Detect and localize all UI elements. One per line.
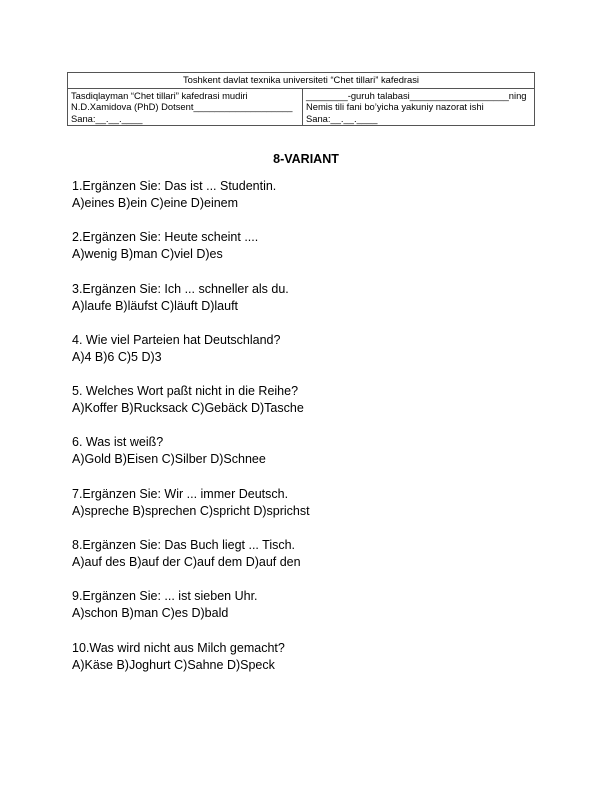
question-options: A)Koffer B)Rucksack C)Gebäck D)Tasche bbox=[72, 401, 304, 416]
question-options: A)auf des B)auf der C)auf dem D)auf den bbox=[72, 555, 301, 570]
variant-title: 8-VARIANT bbox=[273, 152, 339, 166]
question-item bbox=[72, 434, 542, 468]
university-title: Toshkent davlat texnika universiteti “Chet tillari” kafedrasi bbox=[68, 73, 535, 89]
header-title-row bbox=[68, 73, 535, 89]
question-text: 4. Wie viel Parteien hat Deutschland? bbox=[72, 332, 281, 347]
question-item bbox=[72, 640, 542, 674]
question-list bbox=[72, 178, 542, 691]
question-item bbox=[72, 229, 542, 263]
question-text: 8.Ergänzen Sie: Das Buch liegt ... Tisch. bbox=[72, 538, 296, 553]
question-text: 1.Ergänzen Sie: Das ist ... Studentin. bbox=[72, 179, 277, 193]
student-cell bbox=[303, 88, 535, 126]
header-info-row bbox=[68, 88, 535, 126]
question-options: A)wenig B)man C)viel D)es bbox=[72, 247, 223, 262]
question-text: 2.Ergänzen Sie: Heute scheint .... bbox=[72, 230, 259, 245]
question-text: 6. Was ist weiß? bbox=[72, 435, 164, 450]
question-item bbox=[72, 588, 542, 622]
question-item bbox=[72, 332, 542, 366]
question-item bbox=[72, 178, 542, 212]
student-group-line: ________-guruh talabasi___________________ning bbox=[306, 89, 527, 101]
approval-date-line: Sana:__.__.____ bbox=[71, 112, 143, 124]
question-item bbox=[72, 537, 542, 571]
student-date-line: Sana:__.__.____ bbox=[306, 112, 378, 124]
question-options: A)laufe B)läufst C)läuft D)lauft bbox=[72, 298, 239, 313]
exam-subject-line: Nemis tili fani bo’yicha yakuniy nazorat ishi bbox=[306, 101, 484, 112]
approval-cell bbox=[68, 88, 303, 126]
question-text: 10.Was wird nicht aus Milch gemacht? bbox=[72, 640, 285, 655]
question-options: A)schon B)man C)es D)bald bbox=[72, 606, 229, 621]
head-of-department-line: N.D.Xamidova (PhD) Dotsent___________________ bbox=[71, 101, 293, 112]
question-item bbox=[72, 281, 542, 315]
approval-line: Tasdiqlayman “Chet tillari” kafedrasi mudiri bbox=[71, 89, 248, 101]
question-options: A)Gold B)Eisen C)Silber D)Schnee bbox=[72, 452, 266, 467]
question-options: A)Käse B)Joghurt C)Sahne D)Speck bbox=[72, 657, 275, 672]
header-table bbox=[67, 72, 535, 126]
question-options: A)eines B)ein C)eine D)einem bbox=[72, 196, 239, 210]
question-options: A)4 B)6 C)5 D)3 bbox=[72, 349, 162, 364]
question-options: A)spreche B)sprechen C)spricht D)sprichst bbox=[72, 503, 310, 518]
question-item bbox=[72, 486, 542, 520]
question-text: 7.Ergänzen Sie: Wir ... immer Deutsch. bbox=[72, 486, 289, 501]
question-text: 9.Ergänzen Sie: ... ist sieben Uhr. bbox=[72, 589, 258, 604]
question-text: 5. Welches Wort paßt nicht in die Reihe? bbox=[72, 384, 299, 399]
question-text: 3.Ergänzen Sie: Ich ... schneller als du. bbox=[72, 281, 289, 296]
question-item bbox=[72, 383, 542, 417]
